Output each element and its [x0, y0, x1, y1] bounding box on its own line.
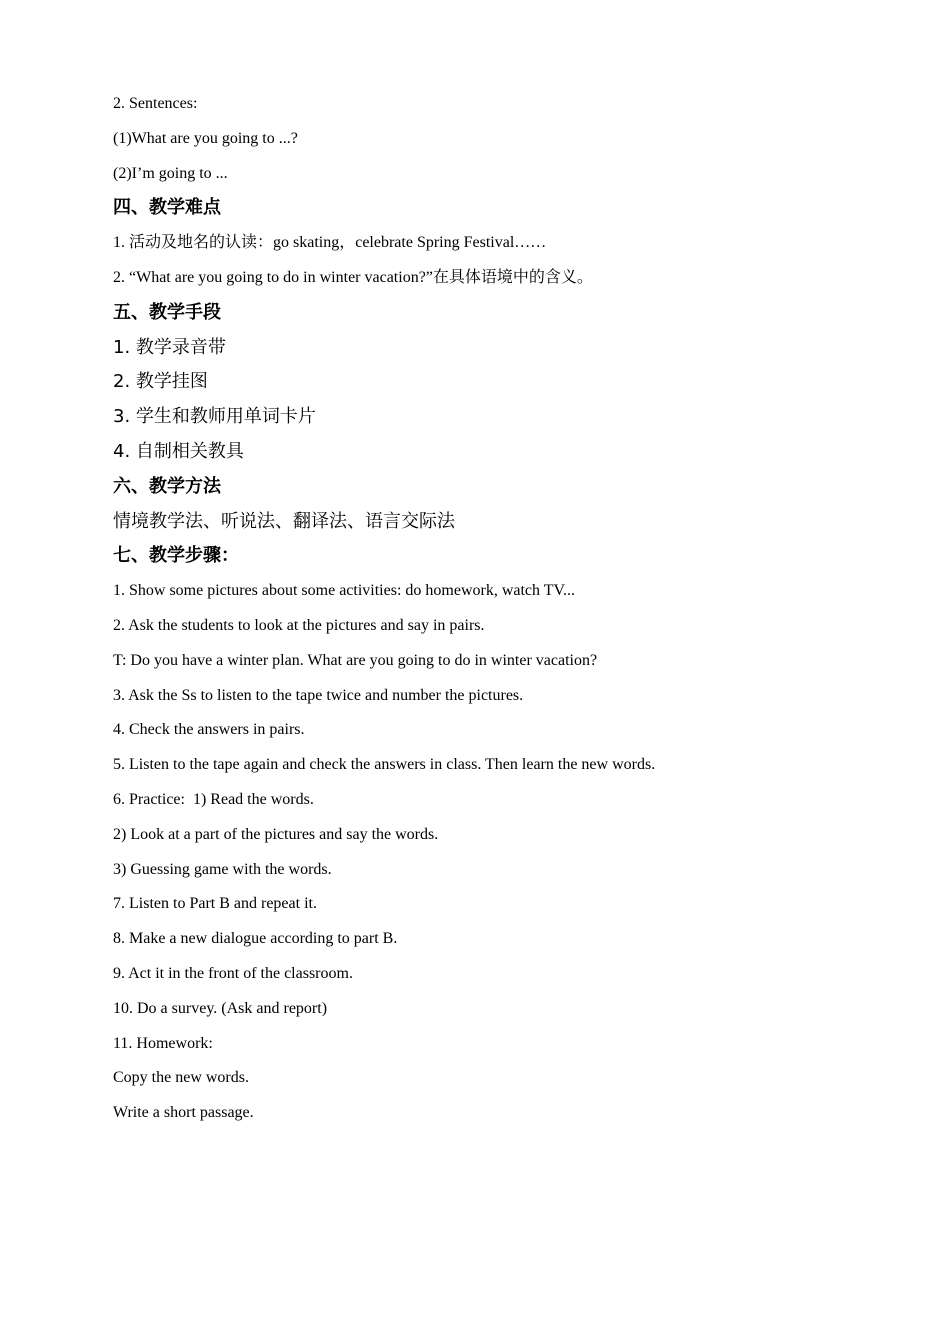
paragraph: 四、教学难点 [113, 197, 221, 219]
paragraph: 2. Sentences: [113, 95, 198, 112]
paragraph: 9. Act it in the front of the classroom. [113, 964, 353, 982]
paragraph: 情境教学法、听说法、翻译法、语言交际法 [113, 510, 455, 532]
paragraph: 8. Make a new dialogue according to part B. [113, 930, 398, 948]
paragraph: 4. Check the answers in pairs. [113, 721, 305, 739]
paragraph: 3. Ask the Ss to listen to the tape twice and number the pictures. [113, 686, 524, 704]
paragraph: T: Do you have a winter plan. What are you going to do in winter vacation? [113, 651, 598, 669]
paragraph: 1. 活动及地名的认读：go skating，celebrate Spring Festival…… [113, 234, 547, 252]
paragraph: 1. 教学录音带 [113, 336, 226, 358]
paragraph: 五、教学手段 [113, 301, 221, 323]
document-body [113, 87, 873, 1131]
paragraph: 3) Guessing game with the words. [113, 860, 332, 878]
paragraph: 2. Ask the students to look at the pictures and say in pairs. [113, 616, 485, 634]
paragraph: 六、教学方法 [113, 475, 221, 497]
paragraph: 七、教学步骤： [113, 545, 239, 567]
paragraph: 1. Show some pictures about some activities: do homework, watch TV... [113, 582, 576, 600]
paragraph: 11. Homework: [113, 1034, 213, 1052]
paragraph: 5. Listen to the tape again and check the answers in class. Then learn the new words. [113, 756, 656, 774]
paragraph: 2. “What are you going to do in winter vacation?”在具体语境中的含义。 [113, 268, 593, 286]
paragraph: 4. 自制相关教具 [113, 440, 244, 462]
paragraph: Write a short passage. [113, 1104, 254, 1122]
paragraph: 6. Practice: 1) Read the words. [113, 790, 314, 808]
paragraph: (1)What are you going to ...? [113, 129, 298, 147]
paragraph: 2. 教学挂图 [113, 371, 208, 393]
paragraph: 2) Look at a part of the pictures and say the words. [113, 825, 439, 843]
paragraph: 7. Listen to Part B and repeat it. [113, 895, 317, 913]
paragraph: (2)I’m going to ... [113, 164, 228, 182]
paragraph: 10. Do a survey. (Ask and report) [113, 999, 328, 1017]
paragraph: Copy the new words. [113, 1069, 249, 1087]
paragraph: 3. 学生和教师用单词卡片 [113, 406, 316, 428]
